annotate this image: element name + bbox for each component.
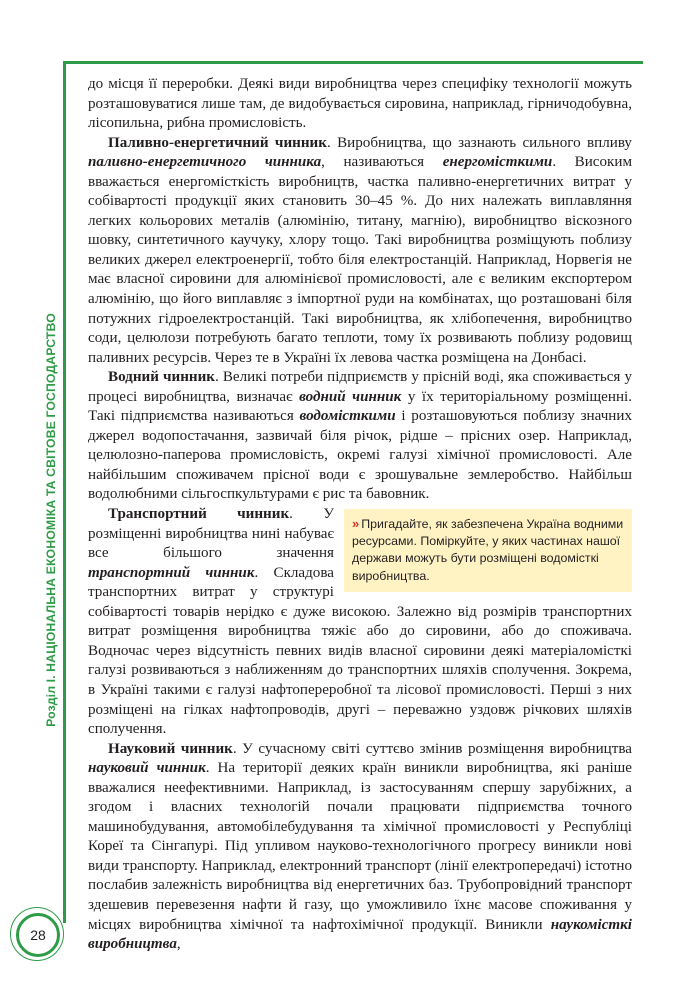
paragraph-fuel-energy: Паливно-енергетичний чинник. Виробництва, що зазнають сильного впливу паливно-енергетичного чинника, називаються енергомісткими. Високим вважається енергомісткість виробництв, частка паливно-енергетичних витрат у собівартості продукції яких становить 30–45 %. До них належать виплавляння легких кольорових металів (алюмінію, титану, магнію), виробництво віскозного шовку, синтетичного каучуку, хлору тощо. Такі виробництва розміщують поблизу великих джерел електроенергії, тобто біля електростанцій. Наприклад, Норвегія не має власної сировини для алюмінієвої промисловості, але є великим експортером алюмінію, що його виплавляє з імпортної руди на комбінатах, що розташовані біля потужних гідроелектростанцій. Такі виробництва, як хлібопечення, виробництво соди, целюлози потребують багато теплоти, тому їх розвивають поблизу родовищ паливних ресурсів. Через те в Україні їх левова частка розміщена на Донбасі. — [88, 134, 633, 366]
heading-transport: Транспортний чинник — [108, 506, 290, 523]
note-box — [344, 509, 632, 592]
heading-fuel-energy: Паливно-енергетичний чинник — [108, 134, 327, 151]
paragraph-water: Водний чинник. Великі потреби підприємств у прісній воді, яка споживається у процесі виробництва, визначає водний чинник у їх територіальному розміщенні. Такі підприємства називаються водомісткими і розташовуються поблизу значних джерел водопостачання, зазвичай біля річок, рідше – прісних озер. Наприклад, целюлозно-паперова промисловість, окремі галузі хімічної промисловості. Але найбільшим споживачем прісної води є зрошувальне землеробство. Найбільш водолюбними сільгоспкультурами є рис та бавовник. » Пригадайте, як забезпечена Україна водними ресурсами. Поміркуйте, у яких частинах нашої держави можуть бути розміщені водомісткі виробництва. — [88, 368, 632, 505]
note-text: Пригадайте, як забезпечена Україна водними ресурсами. Поміркуйте, у яких частинах нашої держави можуть бути розміщені водомісткі виробництва. — [352, 517, 624, 583]
paragraph-raw-material: до місця її переробки. Деякі види виробництва через специфіку технології можуть розташовуватися лише там, де видобувається сировина, наприклад, гірничодобувна, лісопильна, рибна промисловість. — [88, 76, 632, 132]
term-energy-intensive: енергомісткими — [442, 154, 553, 171]
page-frame-left — [63, 61, 66, 923]
paragraph-transport: Транспортний чинник. У розміщенні виробництва нині набуває все більшого значення транспортний чинник. Складова транспортних витрат у структурі собівартості товарів нерідко є дуже високою. Залежно від розмірів транспортних витрат розміщення виробництва тяжіє або до сировини, або до споживача. Водночас через відсутність певних видів власної сировини деякі матеріаломісткі галузі розвиваються з наближенням до транспортних шляхів сполучення. Зокрема, в Україні такими є галузі нафтопереробної та лісової промисловості. Перші з них розміщені на гілках нафтопроводів, другі – переважно уздовж річкових шляхів сполучення. — [88, 506, 632, 738]
term-water-intensive: водомісткими — [299, 408, 396, 425]
heading-water: Водний чинник — [108, 369, 215, 386]
term-water-factor: водний чинник — [299, 388, 402, 405]
term-knowledge-intensive: наукомісткі виробництва — [88, 916, 632, 953]
term-transport-factor: транспортний чинник — [88, 564, 255, 581]
double-chevron-right-icon: » — [352, 516, 360, 532]
term-science-factor: науковий чинник — [88, 760, 206, 777]
paragraph-science: Науковий чинник. У сучасному світі суттєво змінив розміщення виробництва науковий чинник. На території деяких країн виникли виробництва, які раніше вважалися неефективними. Наприклад, із застосуванням спершу зарубіжних, а згодом і власних технологій почали працювати підприємства точного машинобудування, автомобілебудування та хімічної промисловості у Республіці Кореї та Сінгапурі. Під упливом науково-технологічного прогресу виникли нові види транспорту. Наприклад, електронний транспорт (лінії електропередачі) істотно послабив залежність виробництва від енергетичних баз. Трубопровідний транспорт здешевив перевезення нафти й газу, що уможливило їхнє масове споживання у місцях виробництва хімічної та нафтохімічної продукції. Виникли наукомісткі виробництва, — [88, 740, 632, 953]
main-text — [88, 75, 632, 955]
page-number: 28 — [16, 913, 60, 957]
term-fuel-energy-factor: паливно-енергетичного чинника — [88, 154, 322, 171]
page-frame-top — [63, 61, 643, 64]
section-title: Розділ І. НАЦІОНАЛЬНА ЕКОНОМІКА ТА СВІТОВЕ ГОСПОДАРСТВО — [44, 313, 58, 727]
heading-science: Науковий чинник — [108, 740, 233, 757]
